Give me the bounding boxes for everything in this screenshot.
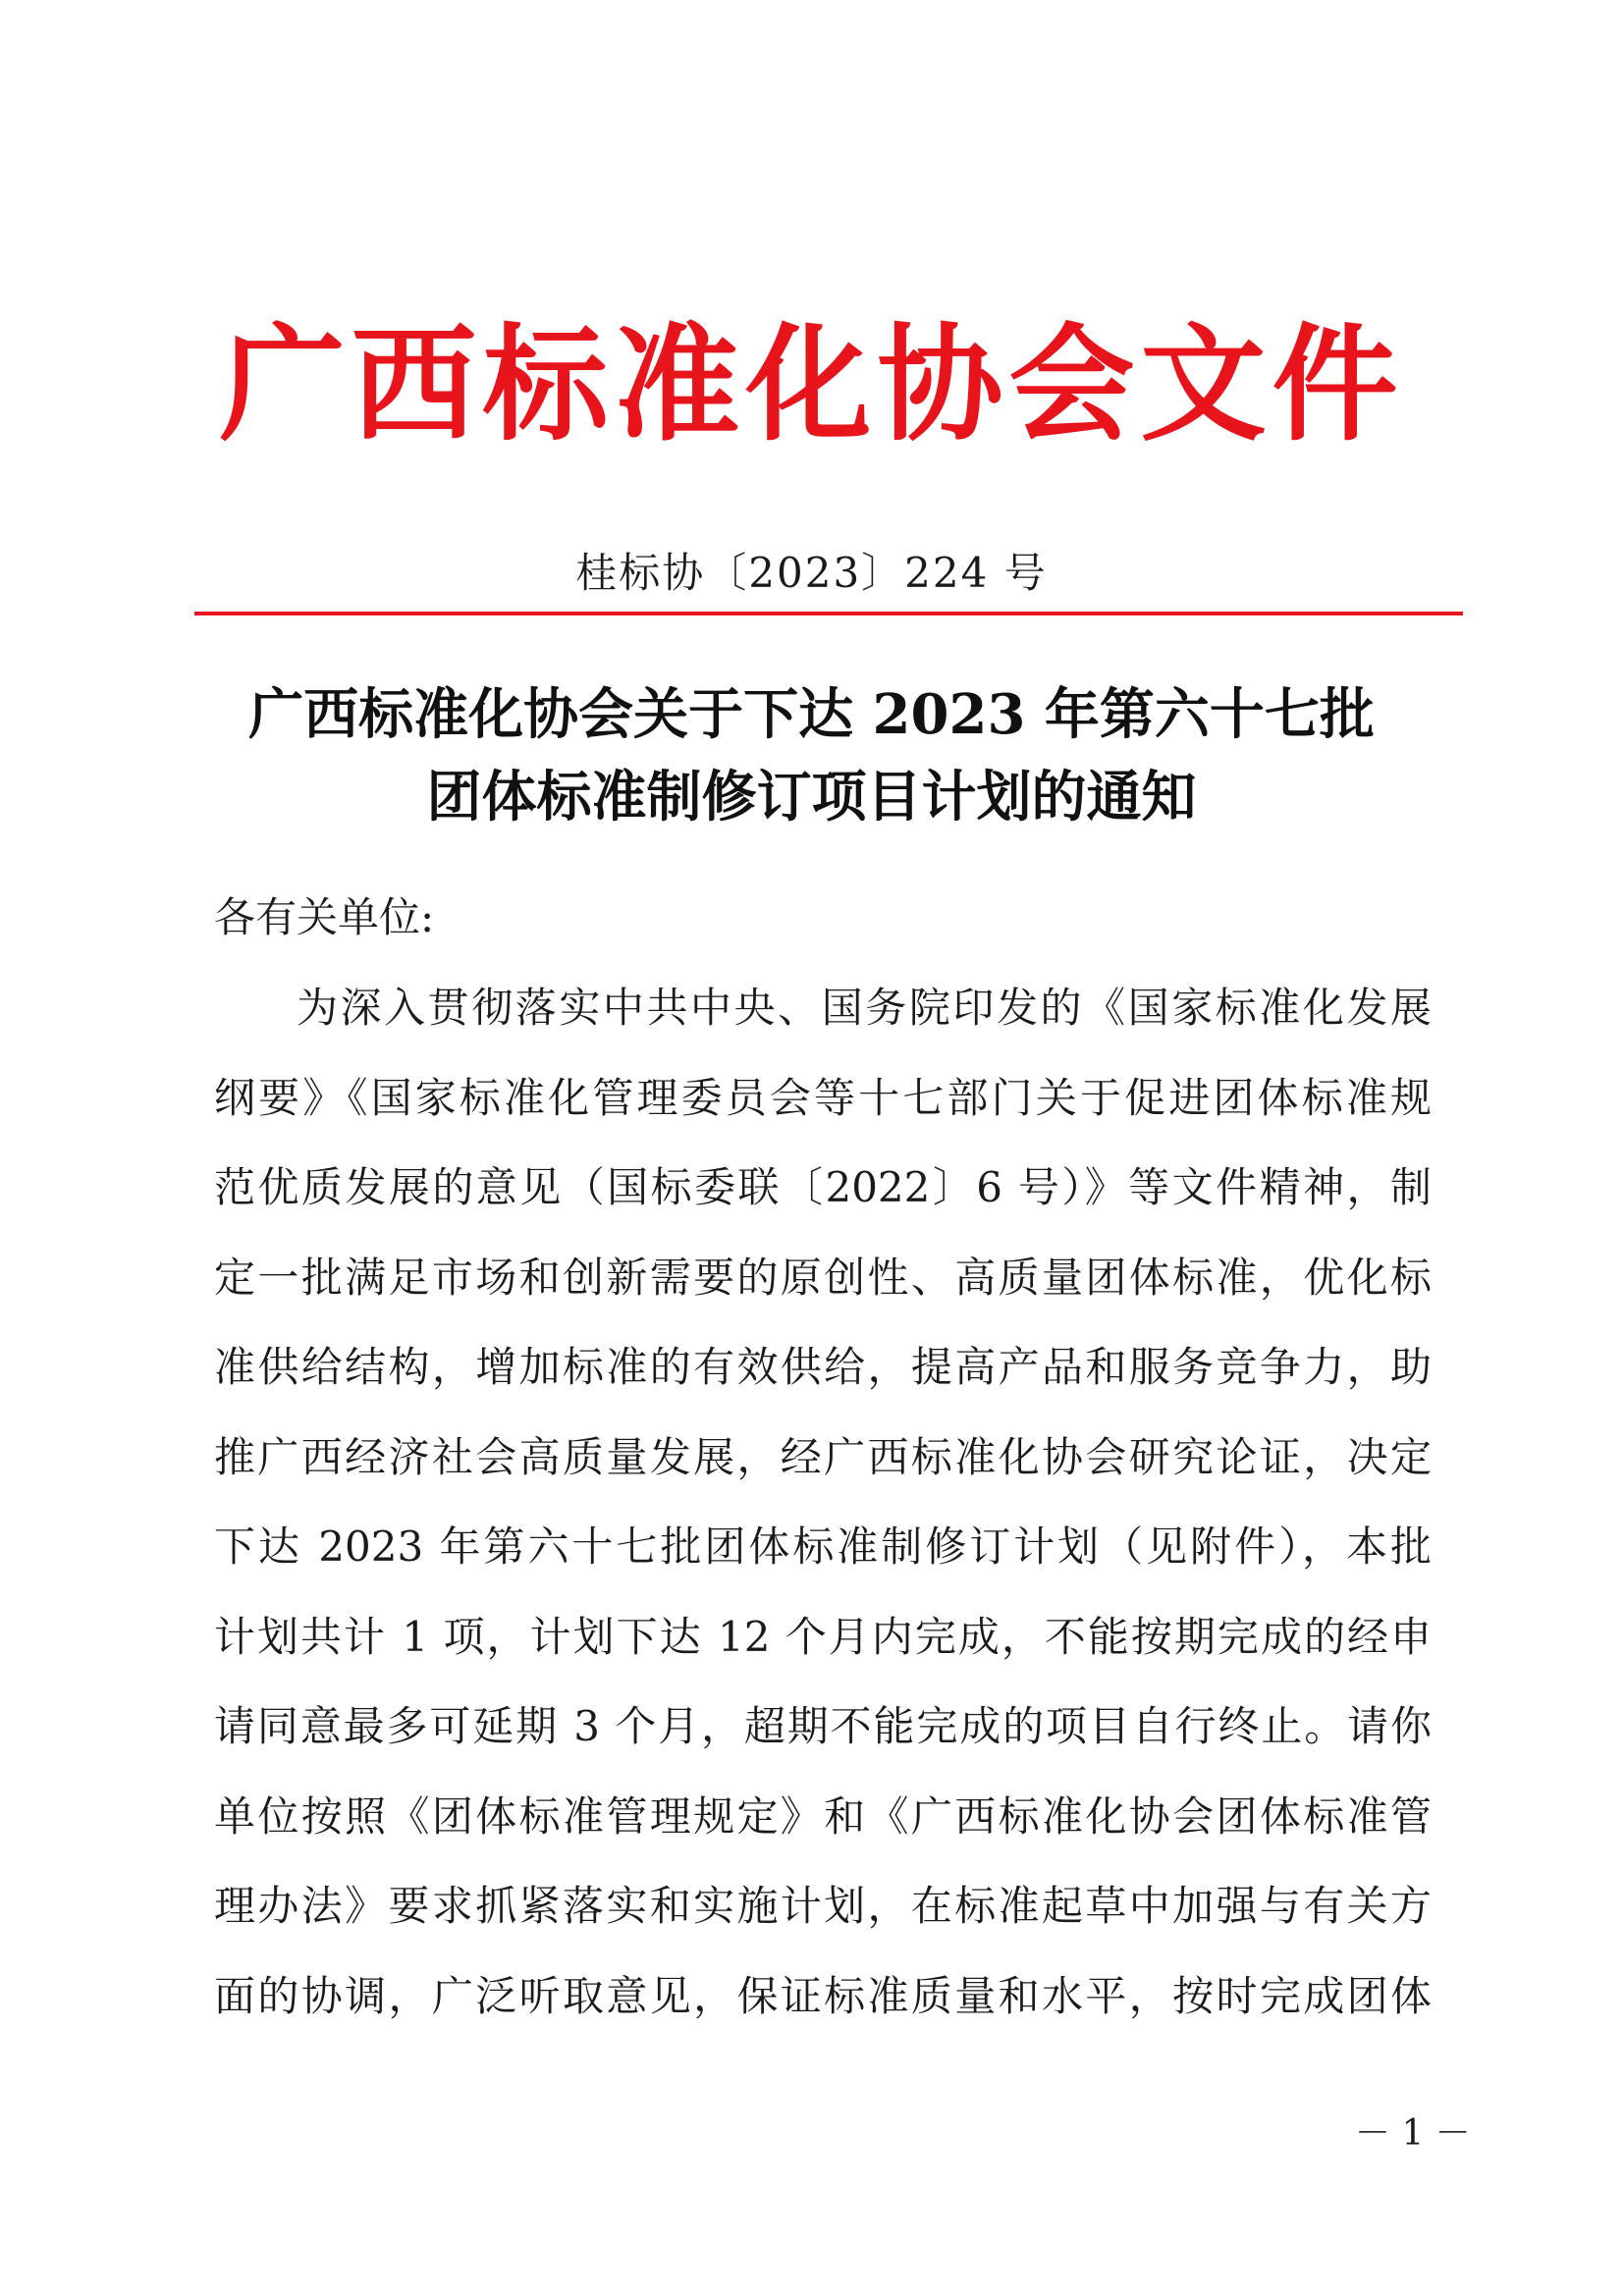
body-line: 面的协调，广泛听取意见，保证标准质量和水平，按时完成团体 [214, 1971, 1432, 2020]
body-line: 定一批满足市场和创新需要的原创性、高质量团体标准，优化标 [214, 1253, 1432, 1302]
org-document-header: 广西标准化协会文件 [219, 312, 1404, 458]
notice-title-line-1: 广西标准化协会关于下达 2023 年第六十七批 [248, 682, 1375, 747]
notice-title [0, 673, 1623, 838]
body-text [214, 979, 1432, 2056]
body-line: 下达 2023 年第六十七批团体标准制修订计划（见附件），本批 [214, 1522, 1432, 1571]
red-separator-line [194, 612, 1463, 615]
body-line: 计划共计 1 项，计划下达 12 个月内完成，不能按期完成的经申 [214, 1612, 1432, 1661]
body-line: 推广西经济社会高质量发展，经广西标准化协会研究论证，决定 [214, 1432, 1432, 1481]
body-line: 理办法》要求抓紧落实和实施计划，在标准起草中加强与有关方 [214, 1882, 1432, 1930]
body-line: 为深入贯彻落实中共中央、国务院印发的《国家标准化发展 [297, 984, 1432, 1032]
body-line: 范优质发展的意见（国标委联〔2022〕6 号）》等文件精神，制 [214, 1163, 1432, 1211]
salutation: 各有关单位: [214, 893, 435, 941]
document-number: 桂标协〔2023〕224 号 [575, 549, 1048, 597]
body-line: 请同意最多可延期 3 个月，超期不能完成的项目自行终止。请你 [214, 1702, 1432, 1750]
body-line: 准供给结构，增加标准的有效供给，提高产品和服务竞争力，助 [214, 1343, 1432, 1391]
body-line: 纲要》《国家标准化管理委员会等十七部门关于促进团体标准规 [214, 1073, 1432, 1122]
body-line: 单位按照《团体标准管理规定》和《广西标准化协会团体标准管 [214, 1791, 1432, 1841]
notice-title-line-2: 团体标准制修订项目计划的通知 [426, 765, 1197, 829]
page-number: － 1 － [1355, 2113, 1471, 2154]
